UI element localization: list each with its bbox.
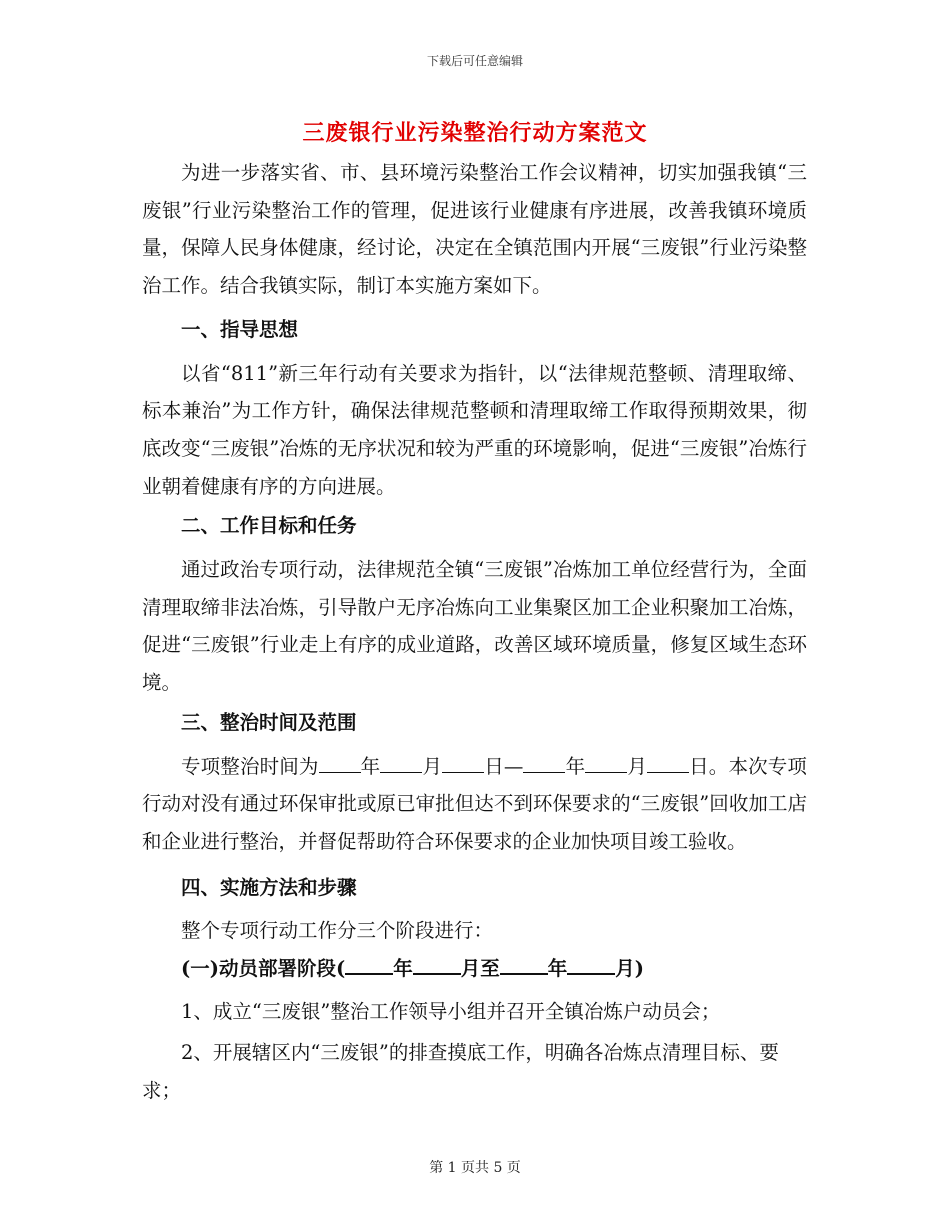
scope-text: 本次专项行动对没有通过环保审批或原已审批但达不到环保要求的“三废银”回收加工店和企业进行整治，并督促帮助符合环保要求的企业加快项目竣工验收。 <box>142 754 807 853</box>
list-item: 2、开展辖区内“三废银”的排查摸底工作，明确各冶炼点清理目标、要求； <box>142 1041 779 1103</box>
section-text-2: 通过政治专项行动，法律规范全镇“三废银”冶炼加工单位经营行为，全面清理取缔非法冶炼，引导散户无序冶炼向工业集聚区加工企业积聚加工冶炼，促进“三废银”行业走上有序的成业道路，改善区域环境质量，修复区域生态环境。 <box>142 558 807 695</box>
section-text-1: 以省“811”新三年行动有关要求为指针，以“法律规范整顿、清理取缔、标本兼治”为工作方针，确保法律规范整顿和清理取缔工作取得预期效果，彻底改变“三废银”冶炼的无序状况和较为严重的环境影响，促进“三废银”冶炼行业朝着健康有序的方向进展。 <box>142 361 807 498</box>
time-unit: 月 <box>422 754 443 778</box>
section-heading-1: 一、指导思想 <box>181 317 299 341</box>
time-unit: 年 <box>360 754 381 778</box>
time-unit: 年 <box>565 754 586 778</box>
section-text-3 <box>142 748 807 861</box>
fill-blank <box>523 771 565 773</box>
section-text-4: 整个专项行动工作分三个阶段进行： <box>181 919 494 943</box>
time-unit: 日。 <box>689 754 729 778</box>
fill-blank <box>567 972 615 975</box>
section-heading-2: 二、工作目标和任务 <box>181 514 357 538</box>
fill-blank <box>585 771 627 773</box>
page-footer: 第 1 页共 5 页 <box>429 1160 521 1176</box>
time-unit: 月 <box>627 754 648 778</box>
section-heading-3: 三、整治时间及范围 <box>181 710 357 734</box>
document-body <box>142 154 807 1114</box>
stage-heading <box>142 950 807 988</box>
time-unit: 日— <box>484 754 524 778</box>
intro-paragraph: 为进一步落实省、市、县环境污染整治工作会议精神，切实加强我镇“三废银”行业污染整治工作的管理，促进该行业健康有序进展，改善我镇环境质量，保障人民身体健康，经讨论，决定在全镇范围内开展“三废银”行业污染整治工作。结合我镇实际，制订本实施方案如下。 <box>142 161 807 298</box>
fill-blank <box>500 972 548 975</box>
fill-blank <box>413 972 461 975</box>
stage-unit: 月至 <box>460 957 500 981</box>
time-label: 专项整治时间为 <box>181 754 319 778</box>
stage-unit: 年 <box>547 957 568 981</box>
document-title: 三废银行业污染整治行动方案范文 <box>302 120 648 146</box>
fill-blank <box>647 771 689 773</box>
stage-unit: 年 <box>393 957 413 981</box>
list-item: 1、成立“三废银”整治工作领导小组并召开全镇冶炼户动员会； <box>181 999 721 1023</box>
fill-blank <box>319 771 361 773</box>
fill-blank <box>442 771 484 773</box>
fill-blank <box>380 771 422 773</box>
fill-blank <box>345 972 393 975</box>
stage-unit: 月) <box>615 957 644 981</box>
header-note: 下载后可任意编辑 <box>426 54 523 68</box>
stage-label: (一)动员部署阶段( <box>181 957 346 981</box>
section-heading-4: 四、实施方法和步骤 <box>181 875 357 899</box>
